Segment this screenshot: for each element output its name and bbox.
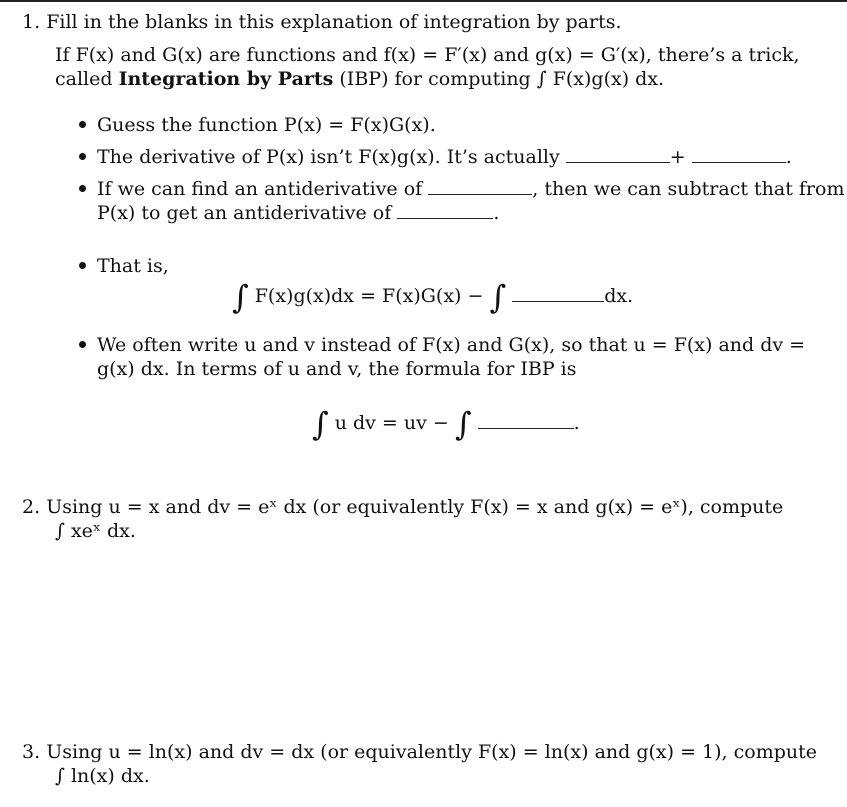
bullet-3-mid: , then we can subtract that from: [532, 178, 845, 200]
problem-1-intro-line-1: If F(x) and G(x) are functions and f(x) = F′(x) and g(x) = G′(x), there’s a trick,: [55, 44, 800, 66]
bullet-4-text: That is,: [97, 255, 169, 277]
ibp-term: Integration by Parts: [118, 68, 334, 90]
intro-text: called: [55, 68, 119, 90]
blank-4[interactable]: [397, 202, 493, 219]
problem-3-line-1: [22, 740, 817, 764]
bullet-3-line-1: [97, 177, 844, 201]
top-rule: [0, 0, 847, 2]
problem-3-text: Using u = ln(x) and dv = dx (or equivalently F(x) = ln(x) and g(x) = 1), compute: [46, 741, 818, 763]
problem-1-number: 1.: [22, 11, 41, 33]
bullet-3-line2-end: .: [493, 202, 500, 224]
bullet-3-start: If we can find an antiderivative of: [97, 178, 423, 200]
blank-1[interactable]: [566, 146, 670, 163]
ibp-formula-2: [312, 405, 580, 443]
bullet-5-line-2: g(x) dx. In terms of u and v, the formula for IBP is: [97, 358, 577, 380]
bullet-icon: [79, 121, 86, 128]
integral-sign: ∫: [489, 278, 507, 316]
plus-sign: +: [669, 146, 686, 168]
formula-1-end: dx.: [604, 285, 634, 307]
formula-2-end: .: [573, 412, 580, 434]
intro-text-end: (IBP) for computing ∫ F(x)g(x) dx.: [333, 68, 665, 90]
bullet-2-text: [97, 145, 792, 169]
bullet-3-line2-start: P(x) to get an antiderivative of: [97, 202, 392, 224]
bullet-5-line-1: We often write u and v instead of F(x) and G(x), so that u = F(x) and dv =: [97, 334, 806, 356]
blank-3[interactable]: [428, 178, 532, 195]
ibp-formula-1: [232, 278, 634, 316]
bullet-3-line-2: [97, 201, 499, 225]
integral-sign: ∫: [454, 405, 472, 443]
problem-1-title: Fill in the blanks in this explanation of integration by parts.: [46, 11, 622, 33]
problem-1-intro-line-2: [55, 67, 664, 91]
bullet-2-start: The derivative of P(x) isn’t F(x)g(x). It’s actually: [97, 146, 560, 168]
formula-1-left: F(x)g(x)dx = F(x)G(x) −: [254, 285, 484, 307]
blank-6[interactable]: [478, 412, 574, 429]
bullet-icon: [79, 341, 86, 348]
problem-3-line-2: ∫ ln(x) dx.: [55, 765, 150, 787]
problem-2-line-2: ∫ xeˣ dx.: [55, 520, 136, 542]
problem-2-number: 2.: [22, 496, 41, 518]
bullet-icon: [79, 262, 86, 269]
problem-3-number: 3.: [22, 741, 41, 763]
integral-sign: ∫: [232, 278, 249, 316]
blank-2[interactable]: [692, 146, 786, 163]
problem-1-heading: [22, 10, 622, 34]
bullet-icon: [79, 185, 86, 192]
bullet-2-end: .: [785, 146, 792, 168]
problem-2-text: Using u = x and dv = eˣ dx (or equivalently F(x) = x and g(x) = eˣ), compute: [46, 496, 784, 518]
formula-2-left: u dv = uv −: [334, 412, 449, 434]
integral-sign: ∫: [312, 405, 329, 443]
problem-2-line-1: [22, 495, 783, 519]
bullet-icon: [79, 153, 86, 160]
bullet-1-text: Guess the function P(x) = F(x)G(x).: [97, 114, 436, 136]
blank-5[interactable]: [512, 285, 604, 302]
